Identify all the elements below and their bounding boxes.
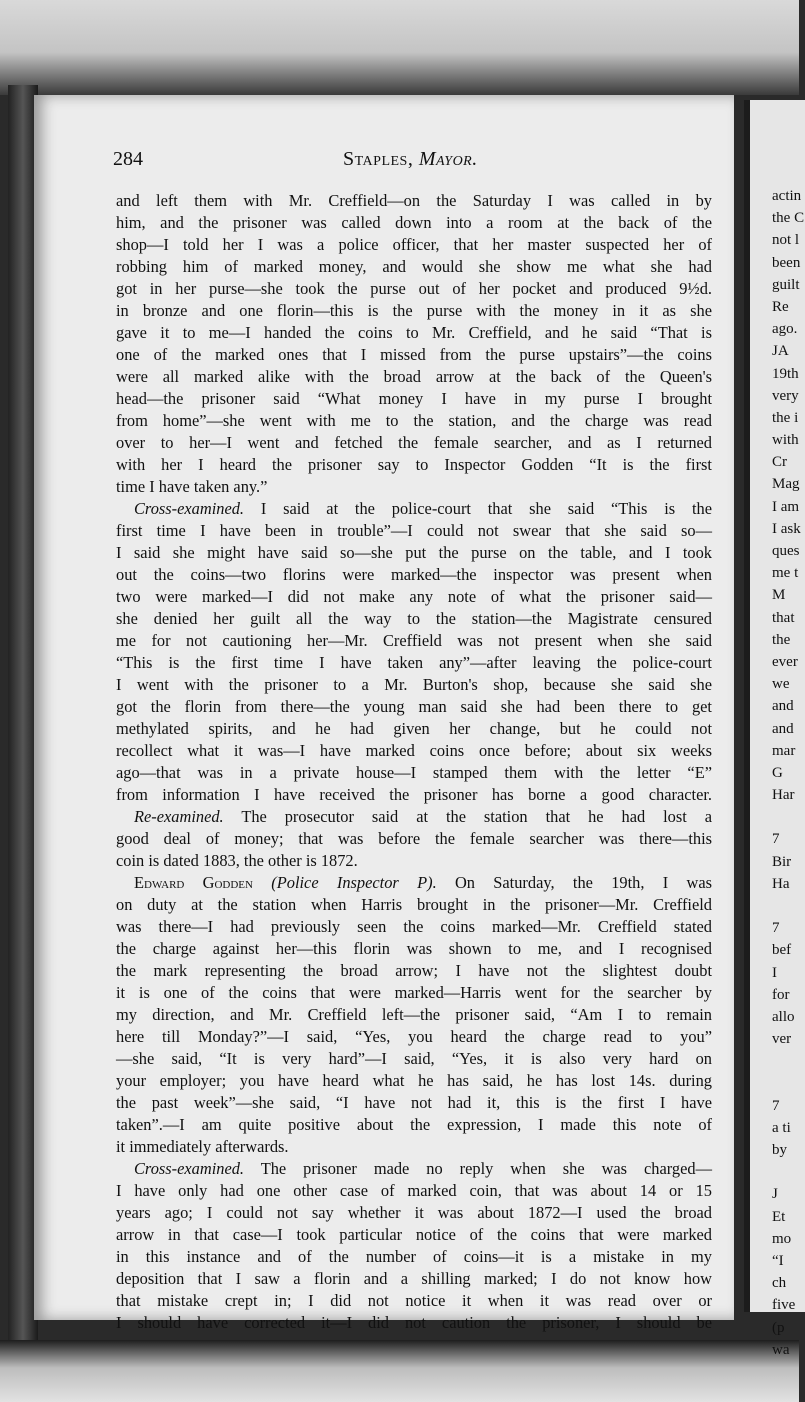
facing-page-fragment: J xyxy=(772,1186,778,1203)
facing-page-fragment: ago. xyxy=(772,321,798,338)
facing-page-fragment: Ha xyxy=(772,875,790,892)
facing-page-fragment: (p xyxy=(772,1319,785,1336)
facing-page-fragment: ver xyxy=(772,1031,792,1048)
text-line: time I have taken any.” xyxy=(116,477,268,496)
text-line: Cross-examined. The prisoner made no reply when she was charged— xyxy=(134,1159,712,1178)
text-line: Edward Godden (Police Inspector P). On Saturday, the 19th, I was xyxy=(134,873,712,892)
facing-page-fragment xyxy=(750,1053,805,1075)
facing-page-fragment: Mag xyxy=(772,476,800,493)
facing-page-fragment: G xyxy=(772,764,783,781)
facing-page-fragment: 7 xyxy=(772,1097,780,1114)
text-line: from home”—she went with me to the station, and the charge was read xyxy=(116,411,712,430)
facing-page-fragment: mar xyxy=(772,742,796,759)
facing-page-fragment: I am xyxy=(772,498,800,515)
text-line: got the florin from there—the young man said she had been there to get xyxy=(116,697,712,716)
text-line: the mark representing the broad arrow; I have not the slightest doubt xyxy=(116,961,712,980)
facing-page-fragment: for xyxy=(772,986,790,1003)
page-number: 284 xyxy=(113,148,143,170)
text-line: coin is dated 1883, the other is 1872. xyxy=(116,851,358,870)
text-line: your employer; you have heard what he has said, he has lost 14s. during xyxy=(116,1071,712,1090)
facing-page-fragment: actin xyxy=(772,188,802,204)
facing-page-fragment: I ask xyxy=(772,520,801,537)
text-line: Re-examined. The prosecutor said at the station that he had lost a xyxy=(134,807,712,826)
text-line: and left them with Mr. Creffield—on the Saturday I was called in by xyxy=(116,191,712,210)
text-line: it is one of the coins that were marked—Harris went for the searcher by xyxy=(116,983,712,1002)
text-line: recollect what it was—I have marked coins once before; about six weeks xyxy=(116,741,712,760)
facing-page-fragment: 19th xyxy=(772,365,799,382)
text-line: deposition that I saw a florin and a shilling marked; I do not know how xyxy=(116,1269,712,1288)
text-line: taken”.—I am quite positive about the expression, I made this note of xyxy=(116,1115,712,1134)
facing-page-fragment: JA xyxy=(772,343,789,360)
page-header xyxy=(113,148,733,178)
facing-page-fragment: Et xyxy=(772,1208,786,1225)
facing-page-fragment: not l xyxy=(772,232,800,249)
testimony-harris-continued xyxy=(116,190,712,498)
text-line: with her I heard the prisoner say to Inspector Godden “It is the first xyxy=(116,455,712,474)
text-line: robbing him of marked money, and would she show me what she had xyxy=(116,257,712,276)
section-label: Cross-examined. xyxy=(134,499,245,518)
facing-page-fragment xyxy=(750,1164,805,1186)
text-line: ago—that was in a private house—I stamped them with the letter “E” xyxy=(116,763,712,782)
facing-page-fragment: and xyxy=(772,720,794,737)
running-title-office: Mayor. xyxy=(418,148,478,170)
text-line: on duty at the station when Harris brought in the prisoner—Mr. Creffield xyxy=(116,895,712,914)
body-text xyxy=(116,190,712,1334)
text-line: in this instance and of the number of coins—it is a mistake in my xyxy=(116,1247,712,1266)
section-label: Re-examined. xyxy=(134,807,224,826)
scan-background-bottom xyxy=(0,1340,799,1402)
facing-page-fragment: a ti xyxy=(772,1119,791,1136)
text-line: I said she might have said so—she put the purse on the table, and I took xyxy=(116,543,712,562)
facing-page-fragment: “I xyxy=(772,1253,784,1269)
text-line: the charge against her—this florin was shown to me, and I recognised xyxy=(116,939,712,958)
facing-page-fragment: guilt xyxy=(772,276,800,293)
facing-page-fragment: me t xyxy=(772,565,799,582)
facing-page-fragment: with xyxy=(772,432,799,449)
text-line: was there—I had previously seen the coins marked—Mr. Creffield stated xyxy=(116,917,712,936)
facing-page-fragment: Har xyxy=(772,787,795,804)
text-line: I should have corrected it—I did not caution the prisoner, I should be xyxy=(116,1313,712,1332)
facing-page-fragment: bef xyxy=(772,942,792,959)
text-line: that mistake crept in; I did not notice it when it was read over or xyxy=(116,1291,712,1310)
facing-page-fragment: 7 xyxy=(772,920,780,937)
text-line: “This is the first time I have taken any”—after leaving the police-court xyxy=(116,653,712,672)
facing-page-fragment: ques xyxy=(772,543,800,559)
facing-page-fragment: M xyxy=(772,587,786,604)
facing-page-fragment: ch xyxy=(772,1275,787,1292)
facing-page-fragment xyxy=(750,898,805,920)
text-line: years ago; I could not say whether it was about 1872—I used the broad xyxy=(116,1203,712,1222)
facing-page-fragment: the xyxy=(772,631,791,648)
scan-background-top xyxy=(0,0,799,95)
text-line: were all marked alike with the broad arrow at the back of the Queen's xyxy=(116,367,712,386)
cross-examination-godden xyxy=(116,1158,712,1334)
facing-page-fragment xyxy=(750,809,805,831)
facing-page-fragment: I xyxy=(772,964,777,981)
text-line: —she said, “It is very hard”—I said, “Yes, it is also very hard on xyxy=(116,1049,712,1068)
facing-page-fragment: the C xyxy=(772,210,805,227)
text-line: gave it to me—I handed the coins to Mr. Creffield, and he said “That is xyxy=(116,323,712,342)
text-line: from information I have received the prisoner has borne a good character. xyxy=(116,785,712,804)
text-line: good deal of money; that was before the female searcher was there—this xyxy=(116,829,712,848)
text-line: methylated spirits, and he had given her change, but he could not xyxy=(116,719,712,738)
text-line: head—the prisoner said “What money I have in my purse I brought xyxy=(116,389,712,408)
text-line: she denied her guilt all the way to the station—the Magistrate censured xyxy=(116,609,712,628)
testimony-godden xyxy=(116,872,712,1158)
facing-page-fragment: that xyxy=(772,609,795,626)
re-examination-harris xyxy=(116,806,712,872)
facing-page-fragment xyxy=(750,1076,805,1098)
facing-page-fragment: we xyxy=(772,676,790,693)
facing-page-fragment: and xyxy=(772,698,794,715)
facing-page-edge xyxy=(744,100,805,1358)
facing-page-fragment: by xyxy=(772,1142,787,1159)
text-line: I went with the prisoner to a Mr. Burton's shop, because she said she xyxy=(116,675,712,694)
facing-page-fragment: Bir xyxy=(772,853,792,870)
text-line: my direction, and Mr. Creffield left—the prisoner said, “Am I to remain xyxy=(116,1005,712,1024)
text-line: Cross-examined. I said at the police-court that she said “This is the xyxy=(134,499,712,518)
facing-page-fragment: mo xyxy=(772,1230,792,1247)
text-line: the past week”—she said, “I have not had it, this is the first I have xyxy=(116,1093,712,1112)
text-line: first time I have been in trouble”—I could not swear that she said so— xyxy=(116,521,712,540)
text-line: shop—I told her I was a police officer, that her master suspected her of xyxy=(116,235,712,254)
facing-page-fragment: Re xyxy=(772,298,789,315)
text-line: got in her purse—she took the purse out of her pocket and produced 9½d. xyxy=(116,279,712,298)
text-line: him, and the prisoner was called down into a room at the back of the xyxy=(116,213,712,232)
witness-name: Edward Godden xyxy=(134,873,253,892)
facing-page-fragment: the i xyxy=(772,409,799,426)
facing-page-fragment: allo xyxy=(772,1008,795,1025)
facing-page-fragment: Cr xyxy=(772,454,787,471)
facing-page-fragment: wa xyxy=(772,1341,790,1358)
section-label: Cross-examined. xyxy=(134,1159,245,1178)
running-title xyxy=(343,148,478,171)
text-line: here till Monday?”—I said, “Yes, you heard the charge read to you” xyxy=(116,1027,712,1046)
text-line: arrow in that case—I took particular notice of the coins that were marked xyxy=(116,1225,712,1244)
witness-role: (Police Inspector P). xyxy=(271,873,437,892)
facing-page-fragment: five xyxy=(772,1297,796,1314)
text-line: I have only had one other case of marked coin, that was about 14 or 15 xyxy=(116,1181,712,1200)
text-line: out the coins—two florins were marked—the inspector was present when xyxy=(116,565,712,584)
text-line: it immediately afterwards. xyxy=(116,1137,289,1156)
text-line: in bronze and one florin—this is the purse with the money in it as she xyxy=(116,301,712,320)
text-line: two were marked—I did not make any note of what the prisoner said— xyxy=(116,587,712,606)
facing-page-fragment: ever xyxy=(772,653,798,670)
running-title-name: Staples, xyxy=(343,148,414,170)
facing-page-fragment: very xyxy=(772,387,799,404)
cross-examination-harris xyxy=(116,498,712,806)
text-line: one of the marked ones that I missed from the purse upstairs”—the coins xyxy=(116,345,712,364)
facing-page-fragment: been xyxy=(772,254,801,271)
facing-page-fragment: 7 xyxy=(772,831,780,848)
text-line: me for not cautioning her—Mr. Creffield was not present when she said xyxy=(116,631,712,650)
text-line: over to her—I went and fetched the female searcher, and as I returned xyxy=(116,433,712,452)
